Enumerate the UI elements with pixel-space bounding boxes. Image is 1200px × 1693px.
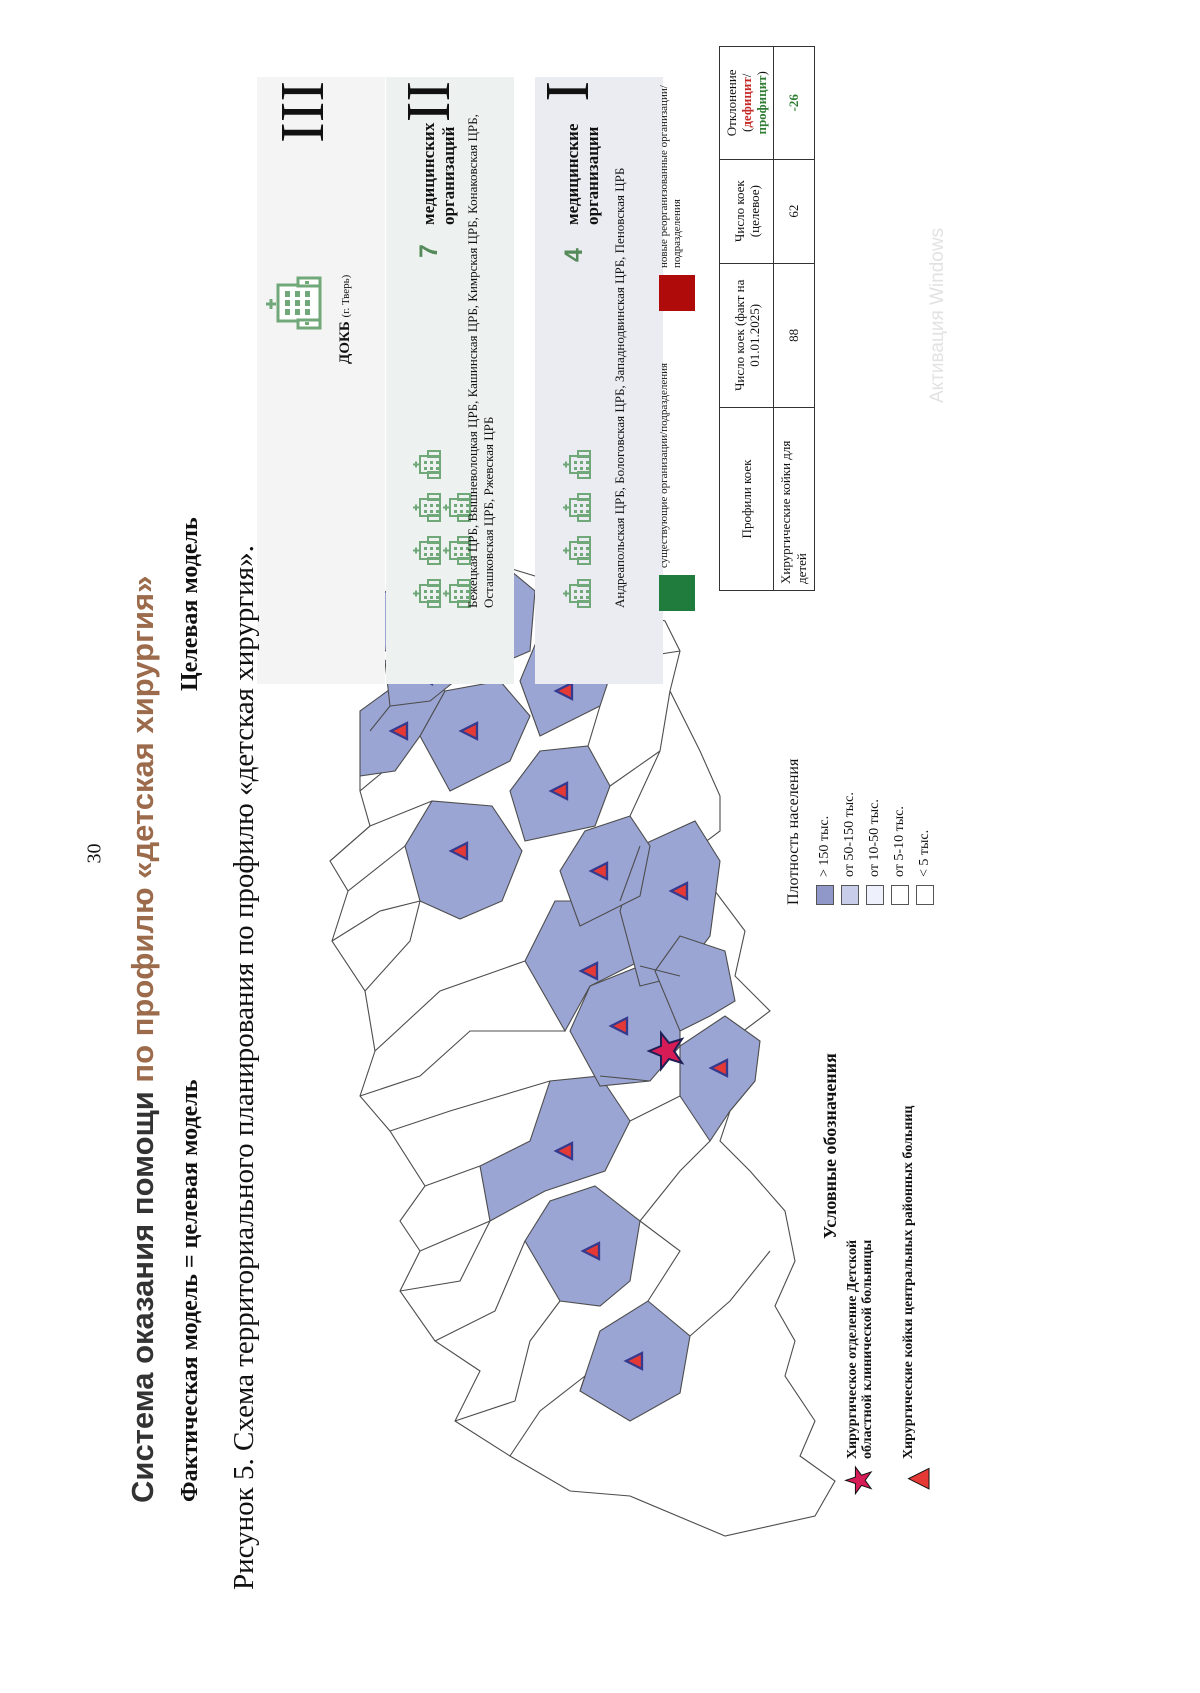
density-row-lowest [912,715,937,905]
new-swatch [659,275,695,311]
hospital-icon [412,449,442,480]
slide-title [125,576,161,1503]
density-row-high [812,715,837,905]
title-highlight: по профилю «детская хирургия» [125,575,160,1083]
density-label: < 5 тыс. [916,829,932,877]
windows-activation-watermark: Активация Windows [927,227,948,403]
hospital-icon [562,578,592,609]
density-label: от 10-50 тыс. [866,799,882,877]
table-header-deviation: Отклонение (дефицит/профицит) [720,47,774,160]
density-swatch [841,885,859,905]
legend-dokb: Хирургическое отделение Детской областной клинической больницы [845,1239,875,1459]
doksb-city: (г. Тверь) [340,274,352,318]
hospital-icon [412,578,442,609]
hospital-icon [412,492,442,523]
doksb-name: ДОКБ [337,321,353,364]
table-header: Профили коек [720,408,774,591]
table-header: Число коек (целевое) [720,159,774,263]
bed-profile-table [719,46,815,591]
new-label: новые реорганизованные организации/подразделения [658,85,683,268]
level-ii-orgs: Бежецкая ЦРБ, Вышневолоцкая ЦРБ, Кашинская ЦРБ, Кимрская ЦРБ, Конаковская ЦРБ, Осташковская ЦРБ, Ржевская ЦРБ [465,114,496,608]
level-i-title: медицинские организации [563,123,602,225]
hospital-icon [412,535,442,566]
density-swatch [866,885,884,905]
legend-title: Условные обозначения [820,1053,840,1239]
table-cell: 62 [774,159,815,263]
density-swatch [891,885,909,905]
doksb-label [337,275,354,364]
title-plain: Система оказания помощи [125,1091,160,1503]
level-iii-roman: III [269,81,337,143]
existing-label: существующие организации/подразделения [658,362,670,568]
existing-swatch [659,575,695,611]
density-label: от 50-150 тыс. [841,792,857,877]
table-header-row [720,47,774,591]
table-cell: Хирургические койки для детей [774,408,815,591]
level-ii-title: медицинских организаций [419,122,458,225]
proficit-label: профицит [754,75,769,135]
density-row-mid [837,715,862,905]
density-legend-heading: Плотность населения [785,758,802,905]
table-row [774,47,815,591]
figure-caption: Рисунок 5. Схема территориального планирования по профилю «детская хирургия». [228,545,260,1590]
level-i-count: 4 [560,248,588,262]
density-row-low [862,715,887,905]
level-i-orgs: Андреапольская ЦРБ, Бологовская ЦРБ, Западнодвинская ЦРБ, Пеновская ЦРБ [612,167,627,608]
hospital-icon [562,449,592,480]
level-i-roman: I [534,81,602,102]
triangle-icon: ▲ [898,1461,937,1496]
table-header: Число коек (факт на 01.01.2025) [720,263,774,407]
hospital-icon [562,535,592,566]
density-label: от 5-10 тыс. [891,806,907,877]
density-legend [785,715,937,905]
density-swatch [916,885,934,905]
level-ii-count: 7 [415,244,443,258]
density-swatch [816,885,834,905]
table-cell-deviation: -26 [774,47,815,160]
hospital-icon [265,271,323,335]
star-icon: ★ [840,1464,879,1496]
density-row-lower [887,715,912,905]
target-model-panel [235,61,809,701]
legend-crb: Хирургические койки центральных районных больниц [901,1105,916,1459]
level-iii-band [257,77,385,684]
density-label: > 150 тыс. [816,815,832,877]
deficit-label: дефицит [739,77,754,128]
deviation-heading: Отклонение [724,69,739,137]
hospital-icon [562,492,592,523]
table-cell: 88 [774,263,815,407]
page-number: 30 [83,843,106,864]
organization-legend [657,85,699,611]
level-ii-roman: II [395,81,463,123]
left-heading: Фактическая модель = целевая модель [177,1079,203,1502]
right-heading: Целевая модель [177,517,203,691]
